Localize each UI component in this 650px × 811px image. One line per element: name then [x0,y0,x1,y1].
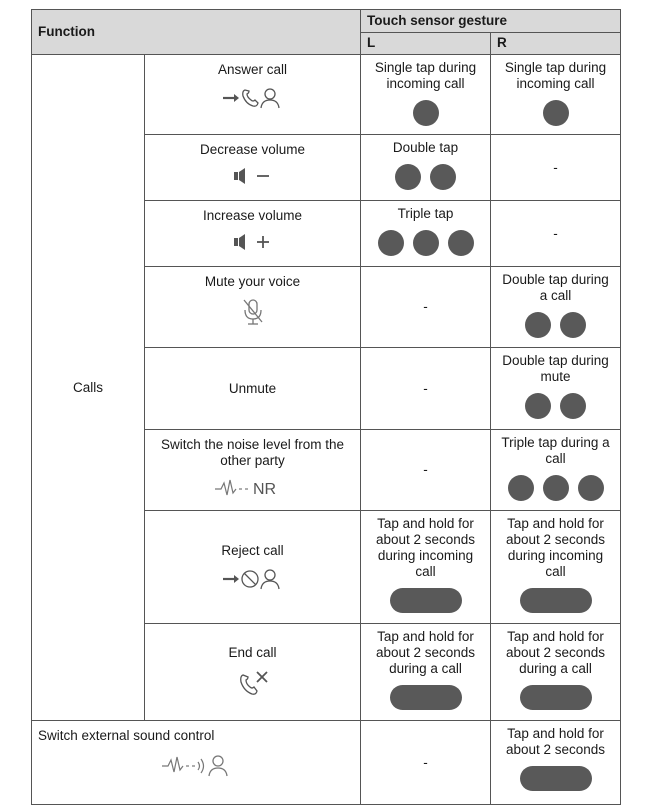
function-label: Increase volume [202,208,303,223]
hold-bar [390,685,462,710]
right-gesture [491,511,621,624]
gesture-text: Tap and hold for about 2 seconds during a call [375,629,476,676]
right-gesture [491,721,621,805]
tap-dots [361,100,490,126]
function-cell [145,135,361,201]
function-label: Decrease volume [199,142,306,157]
function-label: End call [228,645,277,660]
right-gesture [491,55,621,135]
volume-up-icon [231,232,275,252]
tap-dot [448,230,474,256]
right-gesture [491,430,621,511]
gesture-text: Tap and hold for about 2 seconds [505,726,606,757]
left-gesture: - [361,348,491,430]
tap-dot [395,164,421,190]
left-gesture [361,624,491,721]
tap-dot [378,230,404,256]
hold-bar [520,685,592,710]
tap-dot [525,312,551,338]
gesture-text: Single tap during incoming call [504,60,607,91]
function-cell [145,348,361,430]
function-header: Function [32,10,361,55]
function-label: Switch external sound control [38,728,215,743]
gesture-text: Double tap [392,140,459,155]
function-label: Switch the noise level from the other party [160,437,345,468]
left-gesture [361,201,491,267]
gesture-text: Triple tap [397,206,454,221]
category-calls: Calls [32,55,145,721]
function-label: Unmute [228,380,277,396]
end-call-icon [235,669,271,699]
left-gesture: - [361,721,491,805]
tap-dot [525,393,551,419]
function-cell [145,430,361,511]
tap-dot [543,100,569,126]
right-gesture [491,348,621,430]
tap-dot [413,100,439,126]
function-cell [145,267,361,348]
left-gesture [361,511,491,624]
tap-dots [491,312,620,338]
nr-label: NR [252,481,276,498]
mic-mute-icon [238,298,268,326]
function-cell [145,624,361,721]
left-gesture [361,55,491,135]
left-gesture [361,135,491,201]
function-cell [145,511,361,624]
left-gesture: - [361,430,491,511]
gesture-text: Tap and hold for about 2 seconds during incoming call [505,516,606,579]
left-header: L [361,33,491,55]
tap-dot [560,393,586,419]
reject-call-icon [220,567,286,591]
right-gesture [491,267,621,348]
right-gesture: - [491,135,621,201]
function-label: Mute your voice [204,274,301,289]
tap-dot [578,475,604,501]
answer-call-icon [220,86,286,110]
function-cell [145,201,361,267]
volume-down-icon [231,166,275,186]
function-label: Answer call [217,62,288,77]
gesture-text: Double tap during mute [502,353,609,384]
right-gesture: - [491,201,621,267]
gesture-text: Double tap during a call [502,272,609,303]
right-gesture [491,624,621,721]
left-gesture: - [361,267,491,348]
gesture-text: Single tap during incoming call [374,60,477,91]
external-sound-icon [160,752,232,778]
function-cell [145,55,361,135]
noise-reduction-icon [213,477,293,499]
tap-dots [491,100,620,126]
tap-dots [491,475,620,501]
function-table [31,9,621,805]
tap-dots [361,230,490,256]
tap-dot [413,230,439,256]
tap-dot [430,164,456,190]
gesture-text: Triple tap during a call [501,435,610,466]
gesture-header: Touch sensor gesture [361,10,621,33]
hold-bar [520,766,592,791]
right-header: R [491,33,621,55]
function-label: Reject call [221,543,284,558]
tap-dots [491,393,620,419]
hold-bar [390,588,462,613]
hold-bar [520,588,592,613]
gesture-text: Tap and hold for about 2 seconds during a call [505,629,606,676]
tap-dot [560,312,586,338]
function-cell [32,721,361,805]
tap-dot [508,475,534,501]
tap-dot [543,475,569,501]
tap-dots [361,164,490,190]
gesture-text: Tap and hold for about 2 seconds during incoming call [375,516,476,579]
